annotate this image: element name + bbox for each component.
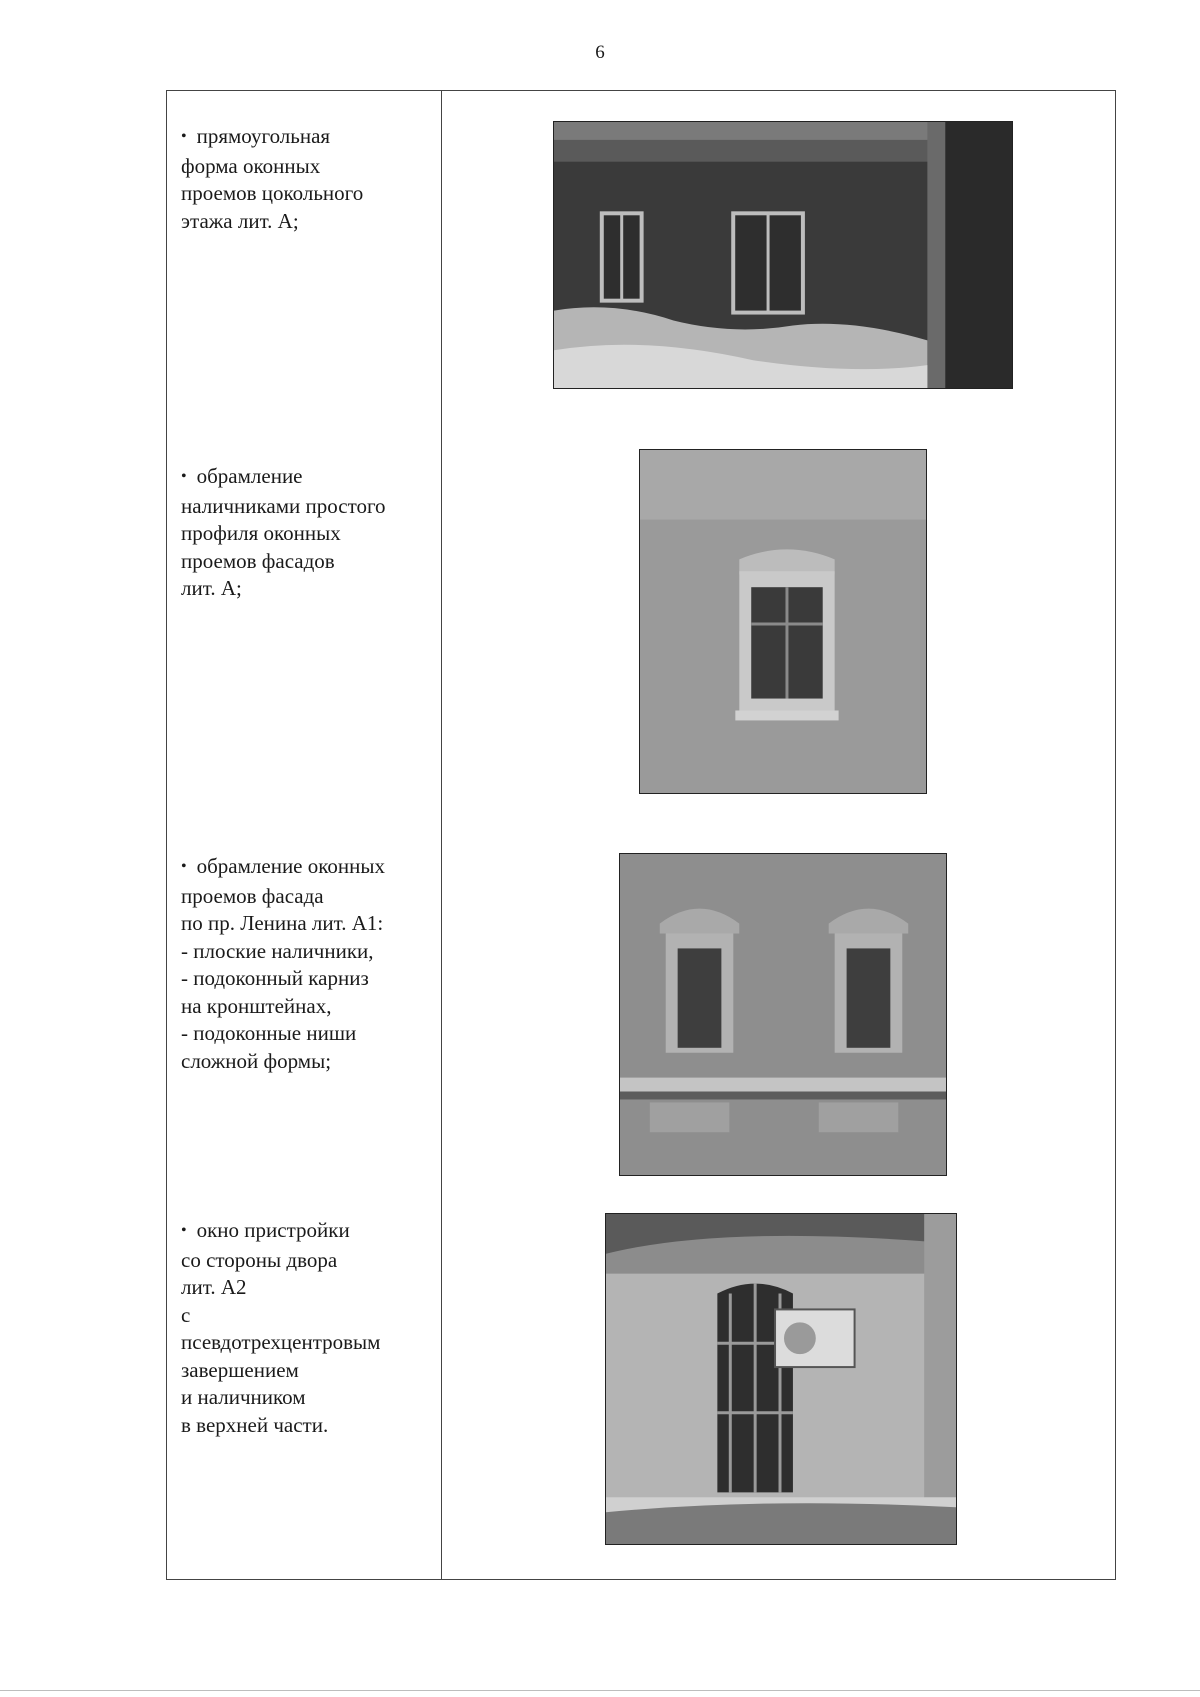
item-4-first-line: окно пристройки bbox=[196, 1218, 350, 1242]
annex-window-photo bbox=[605, 1213, 957, 1545]
item-3-description bbox=[181, 853, 433, 1075]
item-2-text: наличниками простого профиля оконных проемов фасадов лит. А; bbox=[181, 493, 386, 600]
item-3-text: проемов фасада по пр. Ленина лит. А1: - плоские наличники, - подоконный карниз на кронштейнах, - подоконные ниши сложной формы; bbox=[181, 883, 384, 1073]
item-2-first-line: обрамление bbox=[196, 464, 303, 488]
bullet-icon: • bbox=[181, 1222, 187, 1239]
basement-windows-photo bbox=[553, 121, 1013, 389]
features-table bbox=[166, 90, 1116, 1580]
column-divider bbox=[441, 91, 442, 1579]
page-bottom-line bbox=[0, 1690, 1200, 1691]
item-2-description bbox=[181, 463, 433, 603]
item-4-description bbox=[181, 1217, 433, 1439]
facade-windows-photo bbox=[619, 853, 947, 1176]
page-number: 6 bbox=[595, 42, 605, 63]
item-3-first-line: обрамление оконных bbox=[196, 854, 385, 878]
item-1-first-line: прямоугольная bbox=[196, 124, 331, 148]
bullet-icon: • bbox=[181, 128, 187, 145]
bullet-icon: • bbox=[181, 858, 187, 875]
item-4-text: со стороны двора лит. А2 с псевдотрехцентровым завершением и наличником в верхней части. bbox=[181, 1247, 381, 1437]
item-1-text: форма оконных проемов цокольного этажа лит. А; bbox=[181, 153, 364, 233]
item-1-description bbox=[181, 123, 433, 235]
framed-window-photo bbox=[639, 449, 927, 794]
bullet-icon: • bbox=[181, 468, 187, 485]
